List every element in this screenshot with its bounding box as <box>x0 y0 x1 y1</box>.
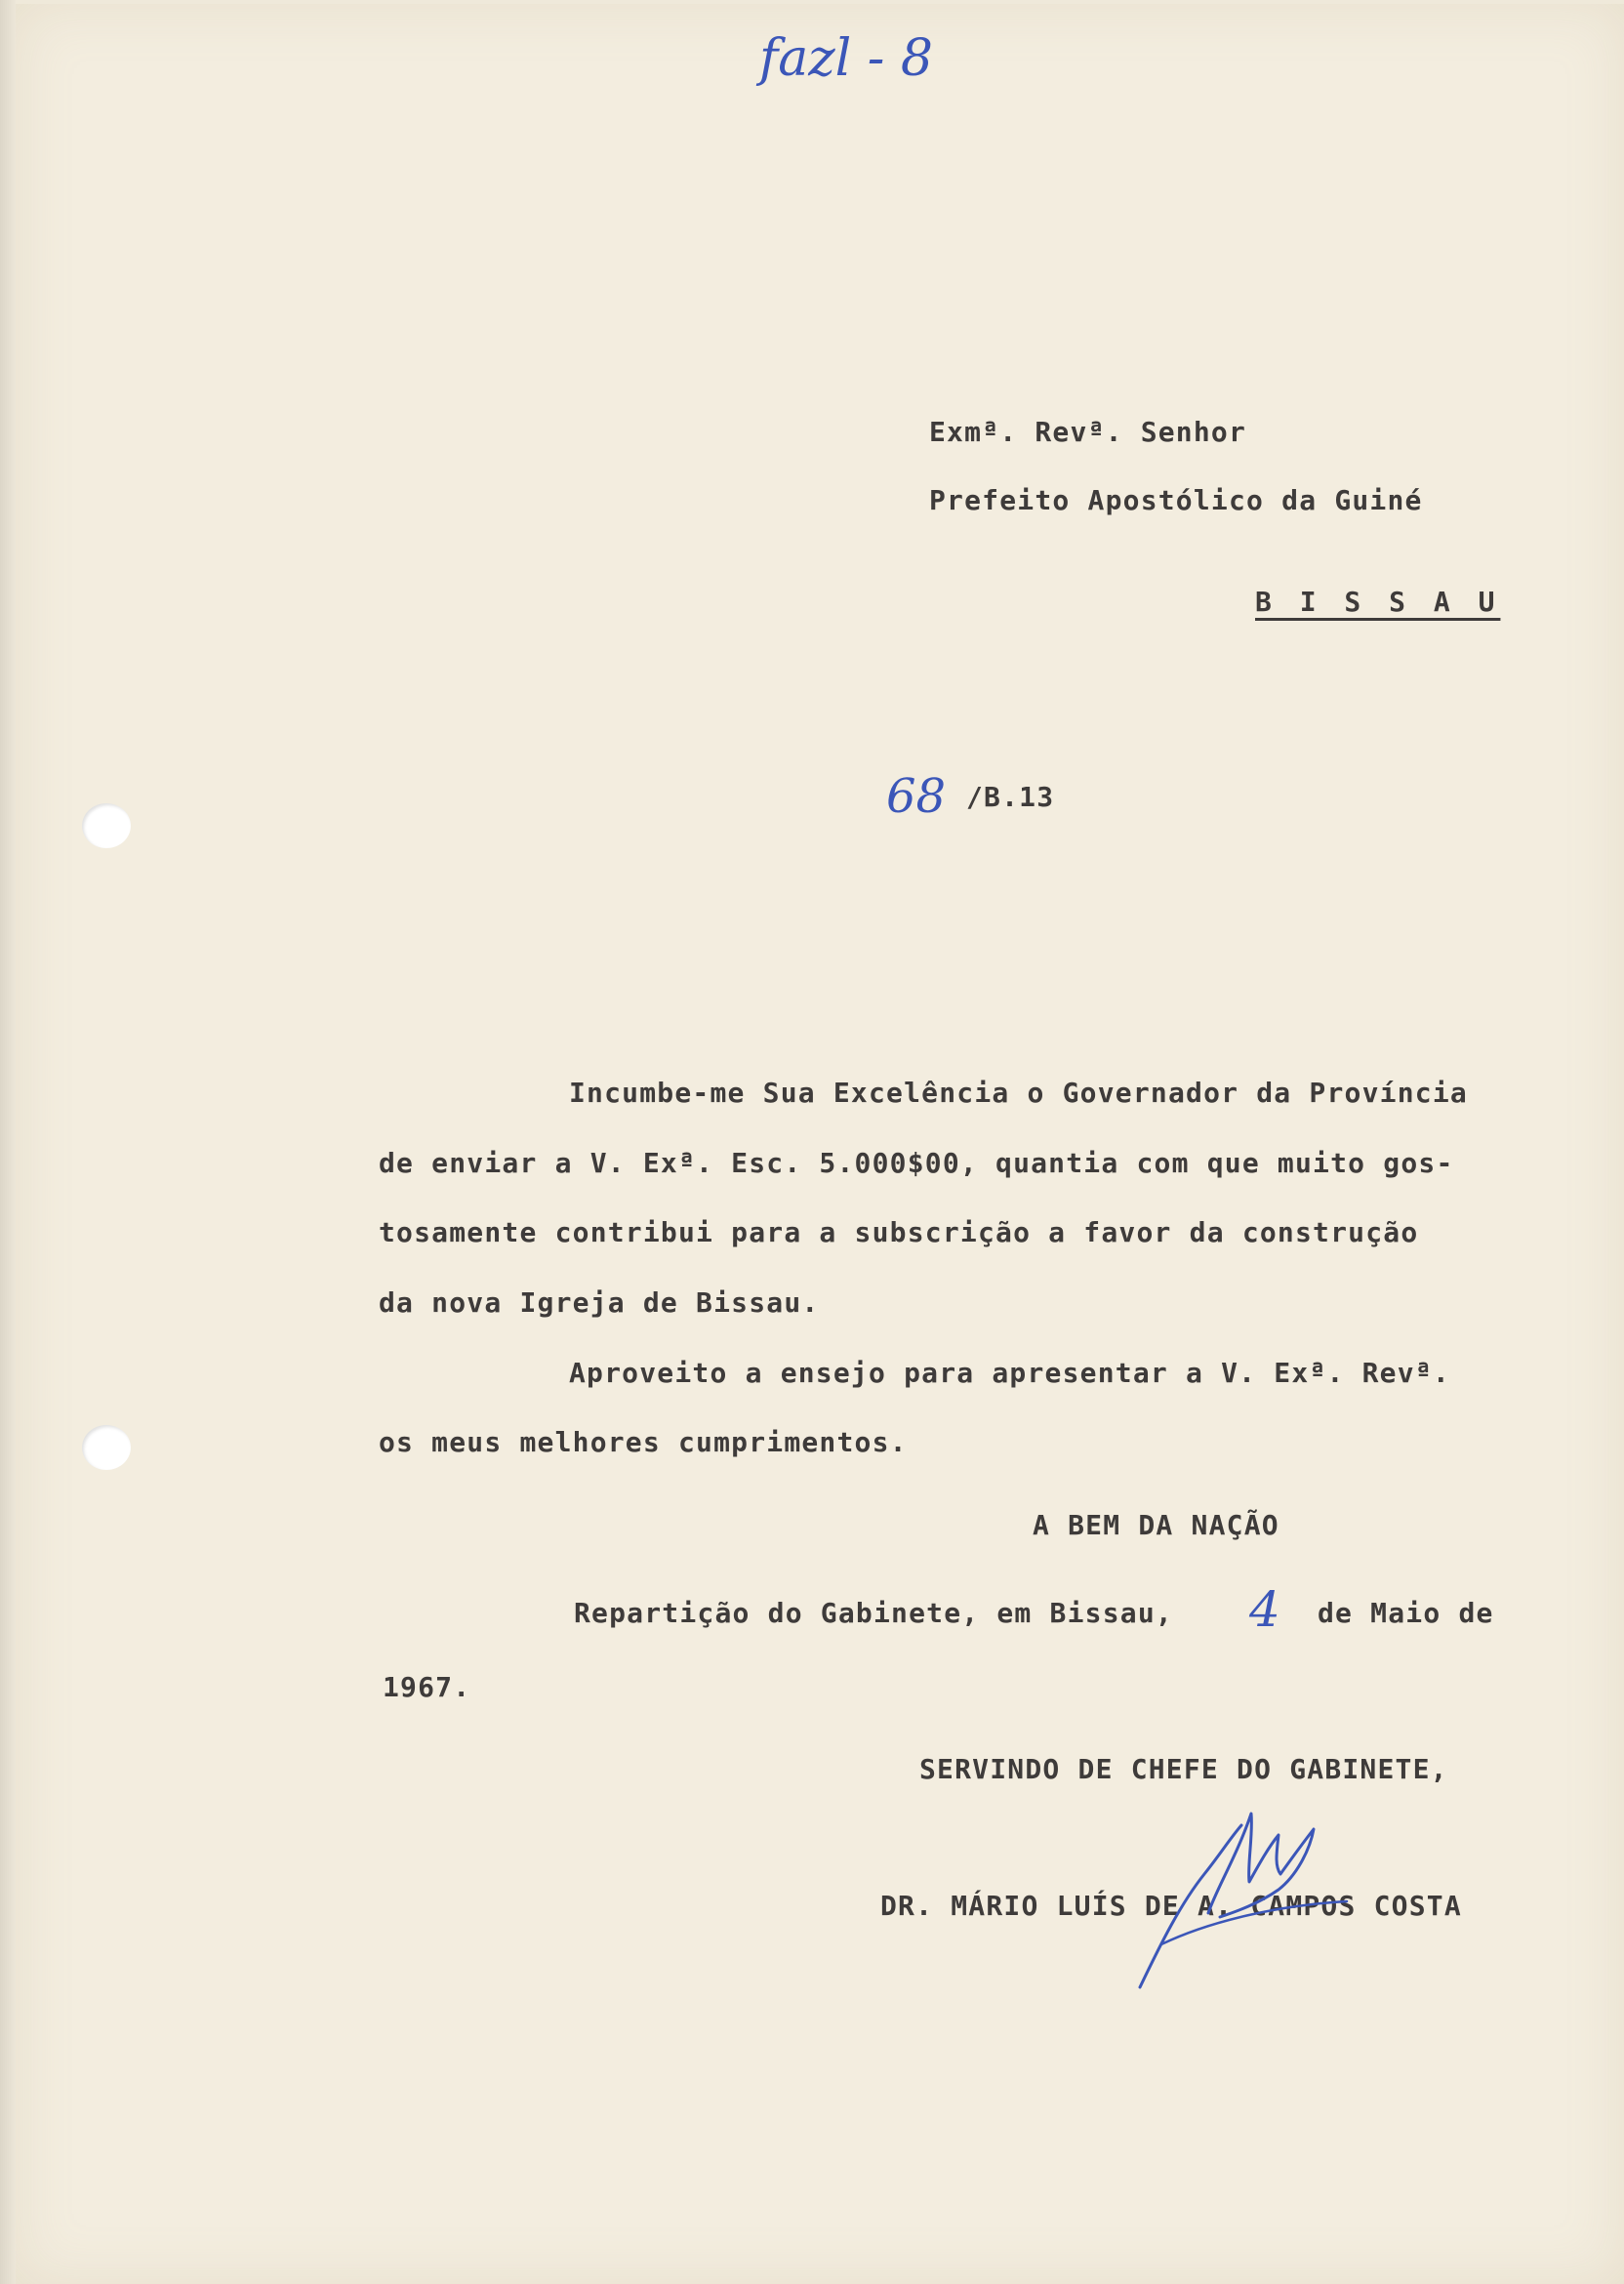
handwritten-reference-number: 68 <box>886 769 947 824</box>
body-line-3: tosamente contribui para a subscrição a favor da construção <box>379 1216 1419 1248</box>
date-line-suffix: de Maio de <box>1318 1597 1494 1629</box>
date-year: 1967. <box>383 1671 471 1703</box>
closing-motto: A BEM DA NAÇÃO <box>1033 1509 1279 1541</box>
handwritten-signature <box>1122 1796 1357 1991</box>
addressee-title: Prefeito Apostólico da Guiné <box>929 484 1423 516</box>
signatory-role: SERVINDO DE CHEFE DO GABINETE, <box>919 1753 1448 1785</box>
addressee-salutation: Exmª. Revª. Senhor <box>929 416 1247 448</box>
letter-page <box>16 4 1624 2284</box>
punch-hole-bottom <box>82 1425 131 1470</box>
body-line-2: de enviar a V. Exª. Esc. 5.000$00, quantia com que muito gos- <box>379 1147 1454 1179</box>
reference-code: /B.13 <box>966 781 1055 813</box>
body-line-5: Aproveito a ensejo para apresentar a V. Exª. Revª. <box>569 1357 1450 1389</box>
body-line-6: os meus melhores cumprimentos. <box>379 1426 908 1458</box>
date-line-prefix: Repartição do Gabinete, em Bissau, <box>574 1597 1173 1629</box>
body-line-4: da nova Igreja de Bissau. <box>379 1286 820 1319</box>
handwritten-day: 4 <box>1249 1581 1280 1638</box>
addressee-city: B I S S A U <box>1255 586 1501 618</box>
signatory-name: DR. MÁRIO LUÍS DE A. CAMPOS COSTA <box>880 1890 1462 1922</box>
punch-hole-top <box>82 803 131 848</box>
handwritten-folio-note: fazl - 8 <box>759 29 933 88</box>
paper-edge <box>0 0 16 2284</box>
body-line-1: Incumbe-me Sua Excelência o Governador da Província <box>569 1077 1468 1109</box>
